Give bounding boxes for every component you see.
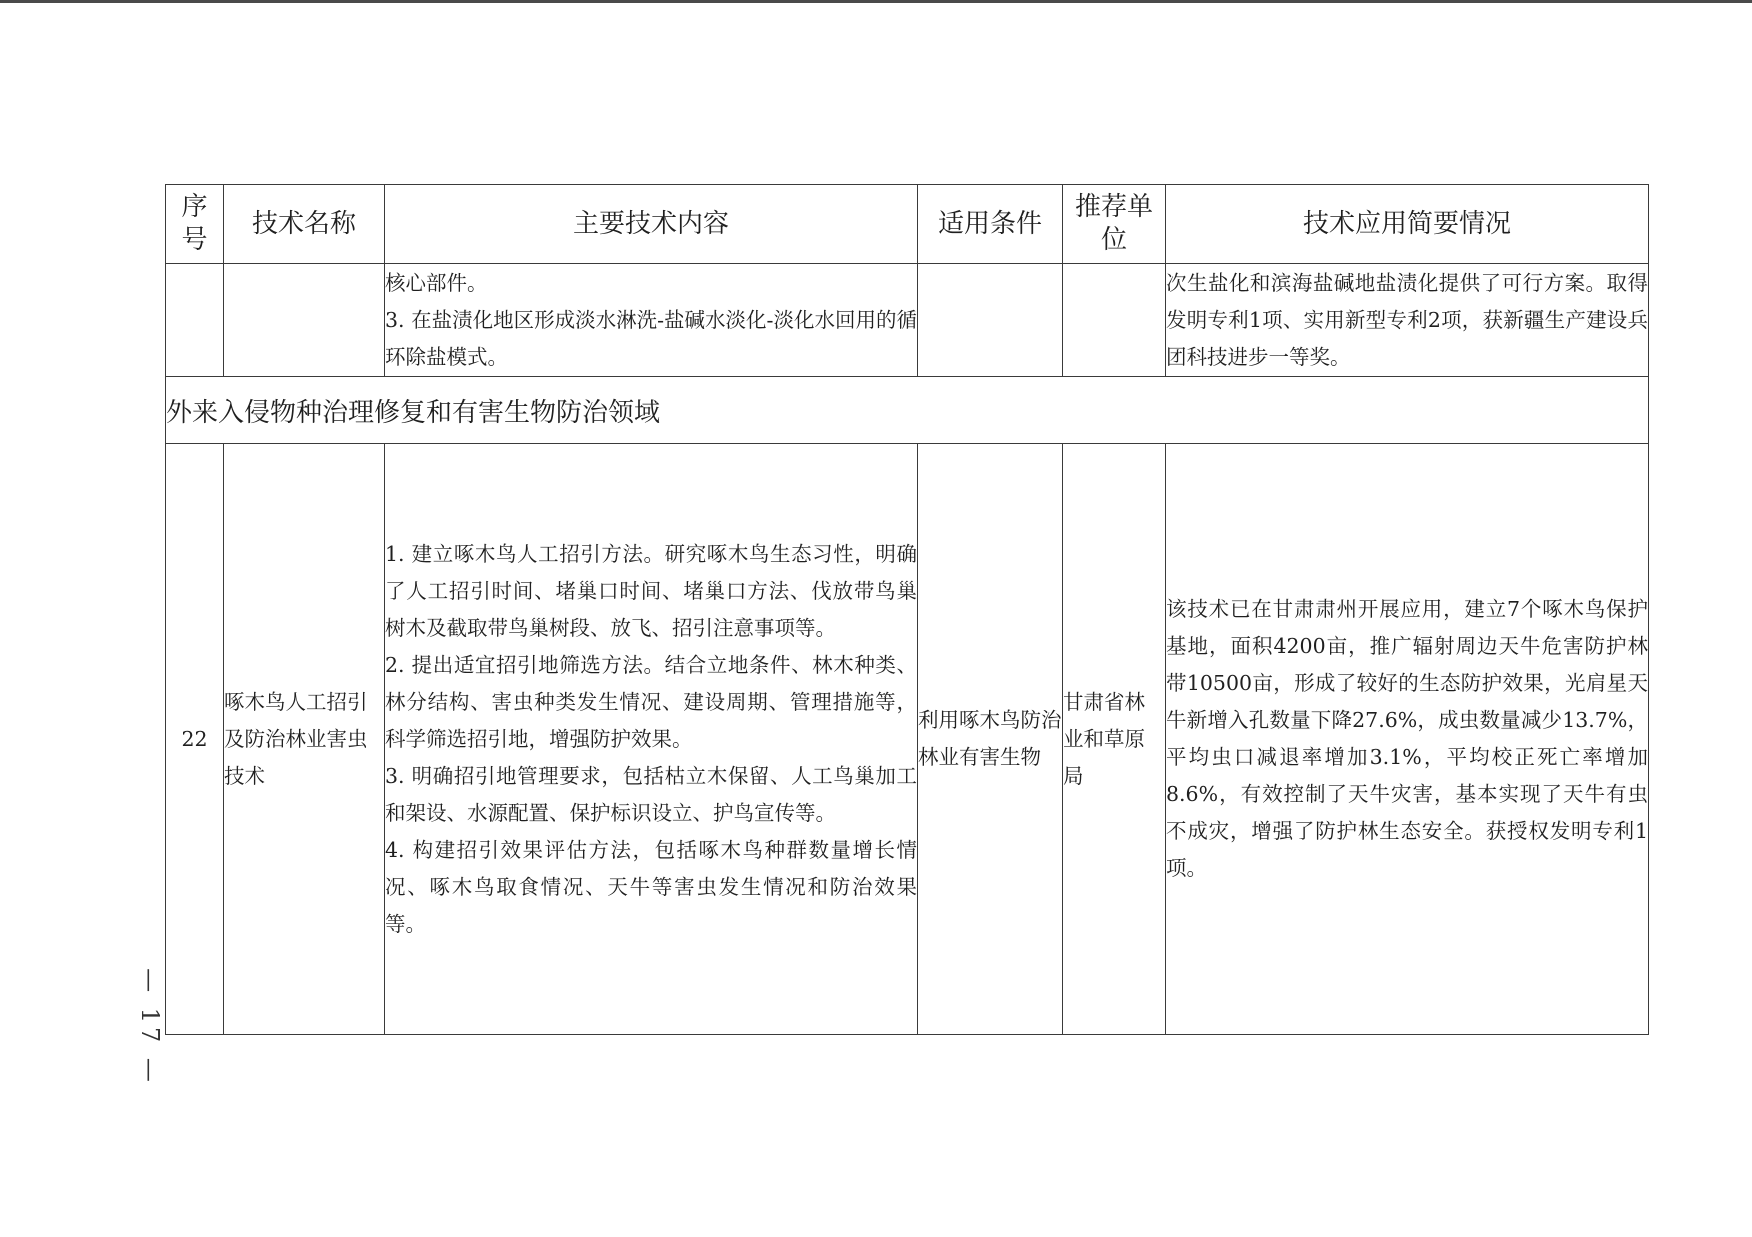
continuation-content: 核心部件。 3. 在盐渍化地区形成淡水淋洗-盐碱水淡化-淡化水回用的循环除盐模式。 [385, 264, 918, 377]
header-summary: 技术应用简要情况 [1166, 185, 1649, 264]
row-number: 22 [166, 444, 224, 1035]
header-conditions: 适用条件 [918, 185, 1063, 264]
row-conditions: 利用啄木鸟防治林业有害生物 [918, 444, 1063, 1035]
page-number-text: — 17 — [136, 968, 165, 1086]
top-rule [0, 0, 1752, 3]
table-row [166, 444, 1649, 1035]
row-unit: 甘肃省林业和草原局 [1063, 444, 1166, 1035]
continuation-unit [1063, 264, 1166, 377]
header-row [166, 185, 1649, 264]
header-content: 主要技术内容 [385, 185, 918, 264]
continuation-name [224, 264, 385, 377]
continuation-summary: 次生盐化和滨海盐碱地盐渍化提供了可行方案。取得发明专利1项、实用新型专利2项，获新疆生产建设兵团科技进步一等奖。 [1166, 264, 1649, 377]
row-summary: 该技术已在甘肃肃州开展应用，建立7个啄木鸟保护基地，面积4200亩，推广辐射周边天牛危害防护林带10500亩，形成了较好的生态防护效果，光肩星天牛新增入孔数量下降27.6%，成虫数量减少13.7%，平均虫口减退率增加3.1%，平均校正死亡率增加8.6%，有效控制了天牛灾害，基本实现了天牛有虫不成灾，增强了防护林生态安全。获授权发明专利1项。 [1166, 444, 1649, 1035]
technology-table [165, 184, 1649, 1035]
row-name: 啄木鸟人工招引及防治林业害虫技术 [224, 444, 385, 1035]
continuation-number [166, 264, 224, 377]
header-number: 序号 [166, 185, 224, 264]
page-number [120, 962, 180, 1092]
header-name: 技术名称 [224, 185, 385, 264]
row-content: 1. 建立啄木鸟人工招引方法。研究啄木鸟生态习性，明确了人工招引时间、堵巢口时间、堵巢口方法、伐放带鸟巢树木及截取带鸟巢树段、放飞、招引注意事项等。 2. 提出适宜招引地筛选方法。结合立地条件、林木种类、林分结构、害虫种类发生情况、建设周期、管理措施等，科学筛选招引地，增强防护效果。 3. 明确招引地管理要求，包括枯立木保留、人工鸟巢加工和架设、水源配置、保护标识设立、护鸟宣传等。 4. 构建招引效果评估方法，包括啄木鸟种群数量增长情况、啄木鸟取食情况、天牛等害虫发生情况和防治效果等。 [385, 444, 918, 1035]
section-title: 外来入侵物种治理修复和有害生物防治领域 [166, 377, 1649, 444]
continuation-conditions [918, 264, 1063, 377]
section-row [166, 377, 1649, 444]
header-unit: 推荐单位 [1063, 185, 1166, 264]
continuation-row [166, 264, 1649, 377]
